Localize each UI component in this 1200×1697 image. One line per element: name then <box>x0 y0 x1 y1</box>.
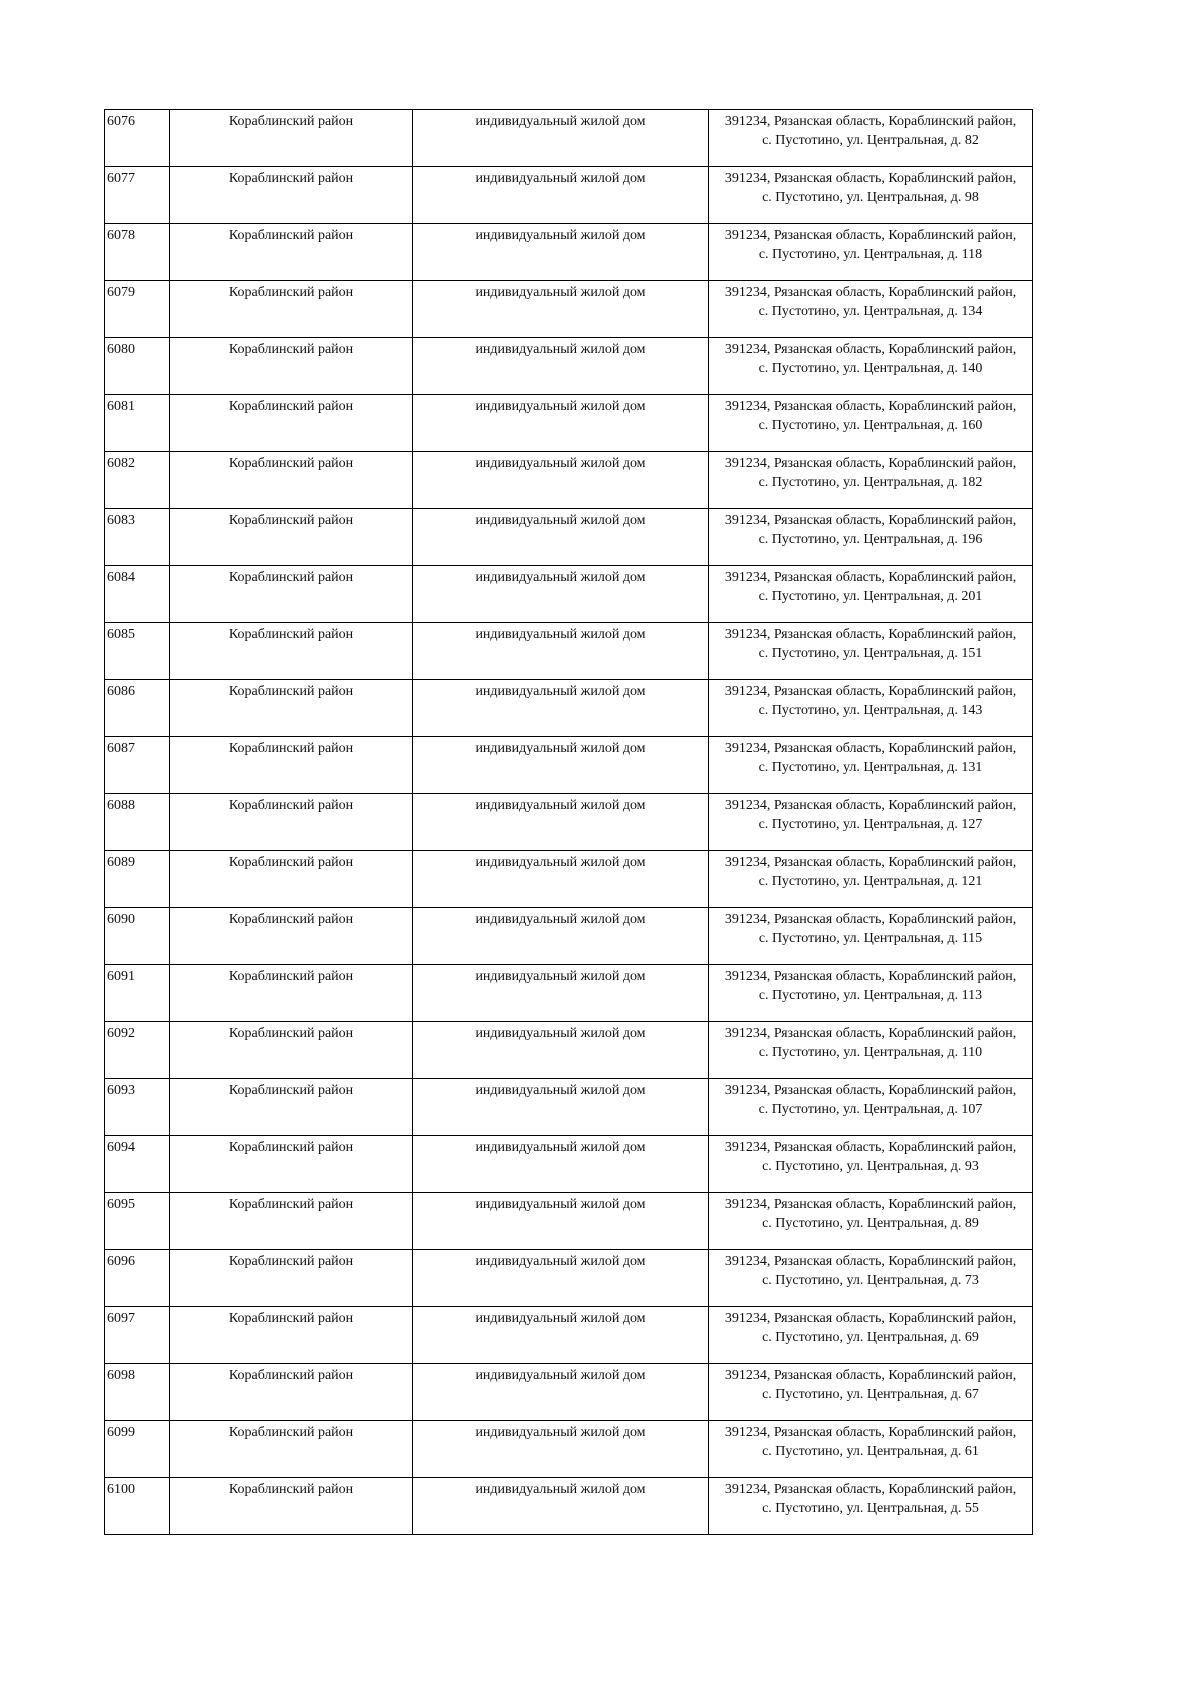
table-row <box>105 1022 1033 1079</box>
district-cell: Кораблинский район <box>170 623 413 680</box>
table-row <box>105 509 1033 566</box>
row-number-cell: 6081 <box>105 395 170 452</box>
table-row <box>105 851 1033 908</box>
address-line-1: 391234, Рязанская область, Кораблинский район, <box>724 171 1017 186</box>
address-line-1: 391234, Рязанская область, Кораблинский район, <box>724 114 1017 129</box>
address-line-2: с. Пустотино, ул. Центральная, д. 61 <box>762 1444 979 1459</box>
table-row <box>105 965 1033 1022</box>
row-number-cell: 6092 <box>105 1022 170 1079</box>
row-number-cell: 6077 <box>105 167 170 224</box>
address-line-2: с. Пустотино, ул. Центральная, д. 151 <box>758 646 983 661</box>
district-cell: Кораблинский район <box>170 1136 413 1193</box>
object-type-cell: индивидуальный жилой дом <box>413 1478 709 1535</box>
object-type-cell: индивидуальный жилой дом <box>413 680 709 737</box>
address-line-2: с. Пустотино, ул. Центральная, д. 93 <box>762 1159 979 1174</box>
address-cell <box>709 1079 1033 1136</box>
district-cell: Кораблинский район <box>170 965 413 1022</box>
object-type-cell: индивидуальный жилой дом <box>413 566 709 623</box>
table-row <box>105 1478 1033 1535</box>
table-row <box>105 737 1033 794</box>
object-type-cell: индивидуальный жилой дом <box>413 1193 709 1250</box>
table-row <box>105 1193 1033 1250</box>
address-line-2: с. Пустотино, ул. Центральная, д. 196 <box>758 532 983 547</box>
address-line-1: 391234, Рязанская область, Кораблинский район, <box>724 1482 1017 1497</box>
address-line-2: с. Пустотино, ул. Центральная, д. 113 <box>758 988 983 1003</box>
address-line-2: с. Пустотино, ул. Центральная, д. 98 <box>762 190 979 205</box>
row-number-cell: 6090 <box>105 908 170 965</box>
object-type-cell: индивидуальный жилой дом <box>413 167 709 224</box>
address-line-1: 391234, Рязанская область, Кораблинский район, <box>724 1311 1017 1326</box>
row-number-cell: 6091 <box>105 965 170 1022</box>
district-cell: Кораблинский район <box>170 281 413 338</box>
row-number-cell: 6083 <box>105 509 170 566</box>
address-line-2: с. Пустотино, ул. Центральная, д. 131 <box>758 760 983 775</box>
address-line-1: 391234, Рязанская область, Кораблинский район, <box>724 1140 1017 1155</box>
table-row <box>105 110 1033 167</box>
district-cell: Кораблинский район <box>170 794 413 851</box>
address-cell <box>709 680 1033 737</box>
address-line-2: с. Пустотино, ул. Центральная, д. 110 <box>758 1045 983 1060</box>
address-cell <box>709 167 1033 224</box>
row-number-cell: 6086 <box>105 680 170 737</box>
row-number-cell: 6098 <box>105 1364 170 1421</box>
address-line-1: 391234, Рязанская область, Кораблинский район, <box>724 627 1017 642</box>
object-type-cell: индивидуальный жилой дом <box>413 851 709 908</box>
table-row <box>105 395 1033 452</box>
row-number-cell: 6099 <box>105 1421 170 1478</box>
address-line-2: с. Пустотино, ул. Центральная, д. 160 <box>758 418 983 433</box>
address-cell <box>709 395 1033 452</box>
district-cell: Кораблинский район <box>170 1079 413 1136</box>
district-cell: Кораблинский район <box>170 680 413 737</box>
address-cell <box>709 1478 1033 1535</box>
address-line-2: с. Пустотино, ул. Центральная, д. 67 <box>762 1387 979 1402</box>
row-number-cell: 6089 <box>105 851 170 908</box>
address-cell <box>709 1250 1033 1307</box>
district-cell: Кораблинский район <box>170 338 413 395</box>
district-cell: Кораблинский район <box>170 1307 413 1364</box>
address-line-1: 391234, Рязанская область, Кораблинский район, <box>724 969 1017 984</box>
address-line-1: 391234, Рязанская область, Кораблинский район, <box>724 1083 1017 1098</box>
object-type-cell: индивидуальный жилой дом <box>413 1307 709 1364</box>
address-cell <box>709 623 1033 680</box>
address-cell <box>709 566 1033 623</box>
object-type-cell: индивидуальный жилой дом <box>413 794 709 851</box>
address-line-1: 391234, Рязанская область, Кораблинский район, <box>724 798 1017 813</box>
address-line-2: с. Пустотино, ул. Центральная, д. 107 <box>758 1102 983 1117</box>
district-cell: Кораблинский район <box>170 395 413 452</box>
row-number-cell: 6079 <box>105 281 170 338</box>
row-number-cell: 6095 <box>105 1193 170 1250</box>
address-cell <box>709 1421 1033 1478</box>
object-type-cell: индивидуальный жилой дом <box>413 509 709 566</box>
address-cell <box>709 908 1033 965</box>
table-body <box>105 110 1033 1535</box>
object-type-cell: индивидуальный жилой дом <box>413 395 709 452</box>
object-type-cell: индивидуальный жилой дом <box>413 110 709 167</box>
object-type-cell: индивидуальный жилой дом <box>413 1079 709 1136</box>
object-type-cell: индивидуальный жилой дом <box>413 908 709 965</box>
address-line-1: 391234, Рязанская область, Кораблинский район, <box>724 342 1017 357</box>
district-cell: Кораблинский район <box>170 851 413 908</box>
table-row <box>105 1421 1033 1478</box>
district-cell: Кораблинский район <box>170 737 413 794</box>
address-line-1: 391234, Рязанская область, Кораблинский район, <box>724 456 1017 471</box>
row-number-cell: 6096 <box>105 1250 170 1307</box>
object-type-cell: индивидуальный жилой дом <box>413 224 709 281</box>
address-line-1: 391234, Рязанская область, Кораблинский район, <box>724 855 1017 870</box>
address-cell <box>709 1136 1033 1193</box>
district-cell: Кораблинский район <box>170 908 413 965</box>
row-number-cell: 6080 <box>105 338 170 395</box>
address-line-2: с. Пустотино, ул. Центральная, д. 73 <box>762 1273 979 1288</box>
address-line-1: 391234, Рязанская область, Кораблинский район, <box>724 228 1017 243</box>
district-cell: Кораблинский район <box>170 167 413 224</box>
object-type-cell: индивидуальный жилой дом <box>413 1364 709 1421</box>
object-type-cell: индивидуальный жилой дом <box>413 281 709 338</box>
address-cell <box>709 1364 1033 1421</box>
row-number-cell: 6088 <box>105 794 170 851</box>
object-type-cell: индивидуальный жилой дом <box>413 1136 709 1193</box>
row-number-cell: 6078 <box>105 224 170 281</box>
table-row <box>105 623 1033 680</box>
table-row <box>105 566 1033 623</box>
object-type-cell: индивидуальный жилой дом <box>413 1421 709 1478</box>
table-row <box>105 1364 1033 1421</box>
address-cell <box>709 1307 1033 1364</box>
table-row <box>105 794 1033 851</box>
table-row <box>105 1250 1033 1307</box>
address-line-2: с. Пустотино, ул. Центральная, д. 118 <box>758 247 983 262</box>
address-cell <box>709 737 1033 794</box>
address-line-1: 391234, Рязанская область, Кораблинский район, <box>724 285 1017 300</box>
address-line-2: с. Пустотино, ул. Центральная, д. 182 <box>758 475 983 490</box>
table-row <box>105 224 1033 281</box>
address-cell <box>709 965 1033 1022</box>
table-row <box>105 1079 1033 1136</box>
address-cell <box>709 281 1033 338</box>
address-cell <box>709 1022 1033 1079</box>
district-cell: Кораблинский район <box>170 110 413 167</box>
address-line-1: 391234, Рязанская область, Кораблинский район, <box>724 912 1017 927</box>
address-line-2: с. Пустотино, ул. Центральная, д. 89 <box>762 1216 979 1231</box>
object-type-cell: индивидуальный жилой дом <box>413 965 709 1022</box>
object-type-cell: индивидуальный жилой дом <box>413 1022 709 1079</box>
district-cell: Кораблинский район <box>170 1421 413 1478</box>
table-row <box>105 281 1033 338</box>
row-number-cell: 6076 <box>105 110 170 167</box>
district-cell: Кораблинский район <box>170 509 413 566</box>
address-line-1: 391234, Рязанская область, Кораблинский район, <box>724 1368 1017 1383</box>
row-number-cell: 6084 <box>105 566 170 623</box>
address-line-2: с. Пустотино, ул. Центральная, д. 134 <box>758 304 983 319</box>
row-number-cell: 6093 <box>105 1079 170 1136</box>
row-number-cell: 6097 <box>105 1307 170 1364</box>
row-number-cell: 6094 <box>105 1136 170 1193</box>
district-cell: Кораблинский район <box>170 452 413 509</box>
address-cell <box>709 794 1033 851</box>
address-line-2: с. Пустотино, ул. Центральная, д. 140 <box>758 361 983 376</box>
address-cell <box>709 224 1033 281</box>
table-row <box>105 680 1033 737</box>
object-type-cell: индивидуальный жилой дом <box>413 452 709 509</box>
address-line-1: 391234, Рязанская область, Кораблинский район, <box>724 741 1017 756</box>
address-line-2: с. Пустотино, ул. Центральная, д. 82 <box>762 133 979 148</box>
address-line-1: 391234, Рязанская область, Кораблинский район, <box>724 399 1017 414</box>
table-row <box>105 1307 1033 1364</box>
address-line-2: с. Пустотино, ул. Центральная, д. 69 <box>762 1330 979 1345</box>
row-number-cell: 6085 <box>105 623 170 680</box>
address-cell <box>709 110 1033 167</box>
district-cell: Кораблинский район <box>170 1364 413 1421</box>
district-cell: Кораблинский район <box>170 224 413 281</box>
address-line-2: с. Пустотино, ул. Центральная, д. 115 <box>758 931 983 946</box>
address-cell <box>709 509 1033 566</box>
row-number-cell: 6100 <box>105 1478 170 1535</box>
address-line-1: 391234, Рязанская область, Кораблинский район, <box>724 570 1017 585</box>
housing-registry-table <box>104 109 1033 1535</box>
table-row <box>105 452 1033 509</box>
address-line-1: 391234, Рязанская область, Кораблинский район, <box>724 1254 1017 1269</box>
address-line-1: 391234, Рязанская область, Кораблинский район, <box>724 1026 1017 1041</box>
address-cell <box>709 452 1033 509</box>
object-type-cell: индивидуальный жилой дом <box>413 1250 709 1307</box>
object-type-cell: индивидуальный жилой дом <box>413 737 709 794</box>
row-number-cell: 6087 <box>105 737 170 794</box>
table-row <box>105 338 1033 395</box>
address-cell <box>709 338 1033 395</box>
address-line-2: с. Пустотино, ул. Центральная, д. 201 <box>758 589 983 604</box>
address-line-2: с. Пустотино, ул. Центральная, д. 55 <box>762 1501 979 1516</box>
address-line-1: 391234, Рязанская область, Кораблинский район, <box>724 513 1017 528</box>
address-line-1: 391234, Рязанская область, Кораблинский район, <box>724 1197 1017 1212</box>
table-row <box>105 908 1033 965</box>
object-type-cell: индивидуальный жилой дом <box>413 623 709 680</box>
table-row <box>105 167 1033 224</box>
object-type-cell: индивидуальный жилой дом <box>413 338 709 395</box>
table-row <box>105 1136 1033 1193</box>
district-cell: Кораблинский район <box>170 1250 413 1307</box>
district-cell: Кораблинский район <box>170 1478 413 1535</box>
address-cell <box>709 851 1033 908</box>
address-line-1: 391234, Рязанская область, Кораблинский район, <box>724 684 1017 699</box>
address-line-2: с. Пустотино, ул. Центральная, д. 121 <box>758 874 983 889</box>
district-cell: Кораблинский район <box>170 566 413 623</box>
row-number-cell: 6082 <box>105 452 170 509</box>
address-line-2: с. Пустотино, ул. Центральная, д. 127 <box>758 817 983 832</box>
district-cell: Кораблинский район <box>170 1193 413 1250</box>
district-cell: Кораблинский район <box>170 1022 413 1079</box>
address-line-1: 391234, Рязанская область, Кораблинский район, <box>724 1425 1017 1440</box>
address-cell <box>709 1193 1033 1250</box>
address-line-2: с. Пустотино, ул. Центральная, д. 143 <box>758 703 983 718</box>
